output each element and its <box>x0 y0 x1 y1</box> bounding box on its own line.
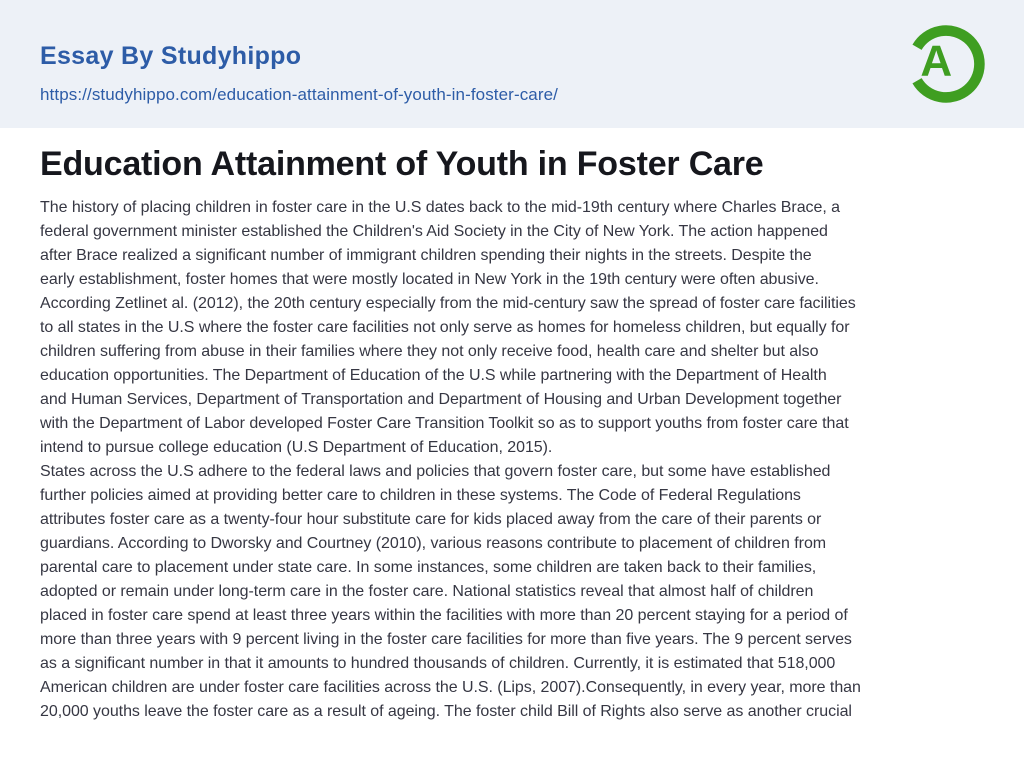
essay-line: after Brace realized a significant number of immigrant children spending their nights in the streets. Despite the <box>40 247 812 264</box>
essay-line: with the Department of Labor developed Foster Care Transition Toolkit so as to support youths from foster care that <box>40 415 849 432</box>
essay-line: According Zetlinet al. (2012), the 20th century especially from the mid-century saw the spread of foster care facilities <box>40 295 856 312</box>
essay-line: adopted or remain under long-term care in the foster care. National statistics reveal that almost half of children <box>40 583 814 600</box>
essay-line: further policies aimed at providing better care to children in these systems. The Code of Federal Regulations <box>40 487 801 504</box>
essay-line: The history of placing children in foster care in the U.S dates back to the mid-19th century where Charles Brace, a <box>40 199 840 216</box>
essay-line: as a significant number in that it amounts to hundred thousands of children. Currently, it is estimated that 518,000 <box>40 655 836 672</box>
essay-line: to all states in the U.S where the foster care facilities not only serve as homes for homeless children, but equally for <box>40 319 850 336</box>
studyhippo-logo <box>902 20 990 108</box>
paragraph <box>40 460 984 724</box>
essay-line: American children are under foster care facilities across the U.S. (Lips, 2007).Consequently, in every year, more than <box>40 679 861 696</box>
essay-line: and Human Services, Department of Transportation and Department of Housing and Urban Development together <box>40 391 842 408</box>
site-header <box>0 0 1024 128</box>
essay-line: intend to pursue college education (U.S Department of Education, 2015). <box>40 439 553 456</box>
essay-line: guardians. According to Dworsky and Courtney (2010), various reasons contribute to placement of children from <box>40 535 827 552</box>
essay-line: States across the U.S adhere to the federal laws and policies that govern foster care, but some have established <box>40 463 831 480</box>
site-title: Essay By Studyhippo <box>40 42 302 70</box>
essay-line: federal government minister established the Children's Aid Society in the City of New York. The action happened <box>40 223 828 240</box>
essay-line: education opportunities. The Department of Education of the U.S while partnering with the Department of Health <box>40 367 827 384</box>
essay-line: parental care to placement under state care. In some instances, some children are taken back to their families, <box>40 559 817 576</box>
logo-letter: A <box>920 36 953 86</box>
essay-body <box>40 196 984 724</box>
essay-line: early establishment, foster homes that were mostly located in New York in the 19th century were often abusive. <box>40 271 819 288</box>
paragraph <box>40 196 984 460</box>
page-url-link[interactable]: https://studyhippo.com/education-attainment-of-youth-in-foster-care/ <box>40 85 558 104</box>
essay-line: placed in foster care spend at least three years within the facilities with more than 20 percent staying for a period of <box>40 607 848 624</box>
essay-line: children suffering from abuse in their families where they not only receive food, health care and shelter but also <box>40 343 819 360</box>
page-title: Education Attainment of Youth in Foster Care <box>40 145 764 183</box>
logo-ring-icon <box>902 20 990 108</box>
essay-line: attributes foster care as a twenty-four hour substitute care for kids placed away from the care of their parents or <box>40 511 822 528</box>
essay-line: 20,000 youths leave the foster care as a result of ageing. The foster child Bill of Rights also serve as another crucial <box>40 703 852 720</box>
essay-line: more than three years with 9 percent living in the foster care facilities for more than five years. The 9 percent serves <box>40 631 852 648</box>
